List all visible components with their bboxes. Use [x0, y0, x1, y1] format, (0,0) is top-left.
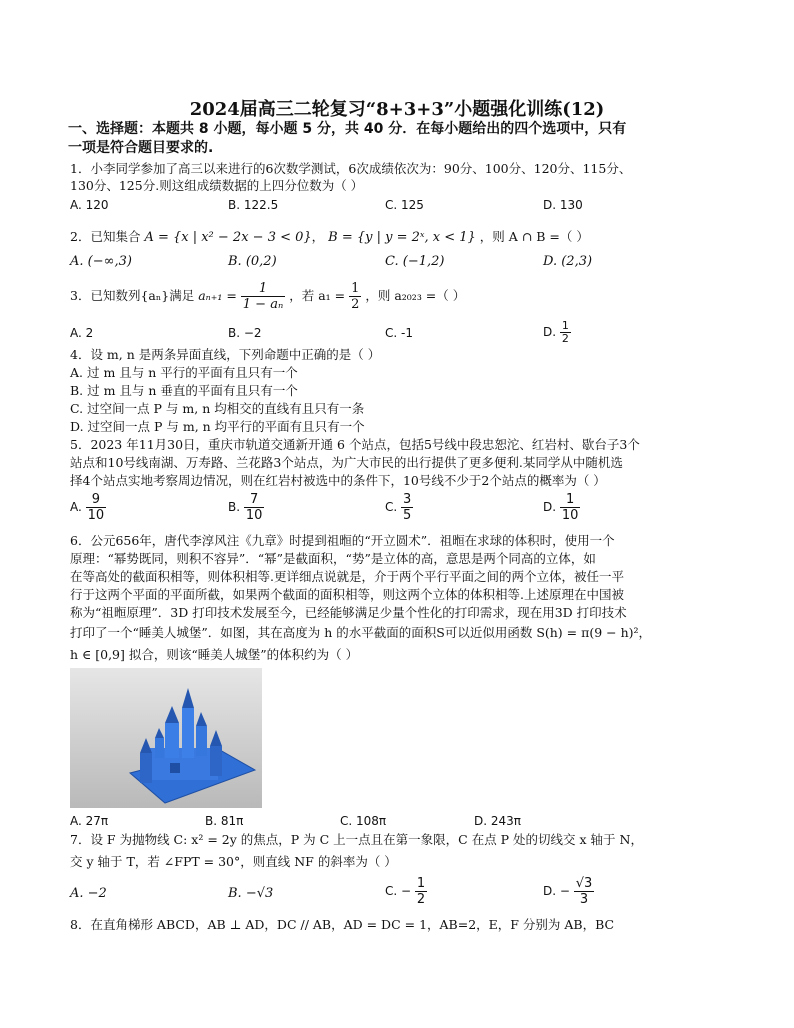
q2-prefix: 2．已知集合: [70, 229, 141, 244]
q6-stem-line7: h ∈ [0,9] 拟合，则该“睡美人城堡”的体积约为（ ）: [70, 647, 359, 662]
q2-stem: 2．已知集合 A = {x | x² − 2x − 3 < 0}， B = {y | y = 2ˣ, x < 1} ，则 A ∩ B =（ ）: [70, 229, 589, 245]
q3-suffix: ，则 a₂₀₂₃ =（ ）: [365, 288, 466, 303]
q2-set-b: B = {y | y = 2ˣ, x < 1}: [328, 230, 476, 245]
castle-3d-print-image: [70, 668, 262, 808]
q1-stem-line2: 130分、125分.则这组成绩数据的上四分位数为（ ）: [70, 178, 364, 193]
q4-option-a: A. 过 m 且与 n 平行的平面有且只有一个: [70, 365, 298, 380]
q5-option-a: A. $\frac{9}{10}$: [70, 492, 105, 523]
q6-stem-line5: 称为“祖暅原理”．3D 打印技术发展至今，已经能够满足少量个性化的打印需求，现在用3D 打印技术: [70, 605, 627, 620]
page-title: 2024届高三二轮复习“8+3+3”小题强化训练(12): [189, 99, 605, 120]
q7-option-a: A. −2: [70, 886, 107, 901]
q4-option-c: C. 过空间一点 P 与 m, n 均相交的直线有且只有一条: [70, 401, 365, 416]
q3-prefix: 3．已知数列{aₙ}满足: [70, 288, 195, 303]
q3-option-b: B. −2: [228, 326, 262, 340]
q5-stem-line2: 站点和10号线南湖、万寿路、兰花路3个站点，为广大市民的出行提供了更多便利.某同学从中随机选: [70, 455, 623, 470]
section-heading-line1: 一、选择题：本题共 8 小题，每小题 5 分，共 40 分．在每小题给出的四个选项中，只有: [68, 121, 627, 137]
q1-option-d: D. 130: [543, 198, 583, 212]
q3-mid: ，若 a₁ =: [289, 288, 346, 303]
q1-option-b: B. 122.5: [228, 198, 279, 212]
q7-stem-line2: 交 y 轴于 T，若 ∠FPT = 30°，则直线 NF 的斜率为（ ）: [70, 854, 397, 869]
q3-recurrence-left: aₙ₊₁ =: [198, 288, 237, 303]
q6-stem-line2: 原理：“幂势既同，则积不容异”．“幂”是截面积，“势”是立体的高，意思是两个同高的立体，如: [70, 551, 596, 566]
q4-option-d: D. 过空间一点 P 与 m, n 均平行的平面有且只有一个: [70, 419, 365, 434]
q5-option-c: C. $\frac{3}{5}$: [385, 492, 412, 523]
q3-recurrence-fraction: $\frac{1}{\text{1 − aₙ}}$: [242, 281, 284, 312]
q5-stem-line1: 5．2023 年11月30日，重庆市轨道交通新开通 6 个站点，包括5号线中段忠恕沱、红岩村、歇台子3个: [70, 437, 640, 452]
q2-set-a: A = {x | x² − 2x − 3 < 0}: [144, 230, 312, 245]
q7-option-b: B. −√3: [228, 886, 274, 901]
q1-option-a: A. 120: [70, 198, 109, 212]
q1-option-c: C. 125: [385, 198, 424, 212]
q2-option-c: C. (−1,2): [385, 254, 445, 269]
q1-stem-line1: 1．小李同学参加了高三以来进行的6次数学测试，6次成绩依次为：90分、100分、120分、115分、: [70, 161, 632, 176]
q6-option-d: D. 243π: [474, 814, 521, 828]
q7-stem-line1: 7．设 F 为抛物线 C: x² = 2y 的焦点，P 为 C 上一点且在第一象限，C 在点 P 处的切线交 x 轴于 N，: [70, 832, 643, 847]
q7-option-c: C. − $\frac{1}{2}$: [385, 876, 426, 907]
q2-option-b: B. (0,2): [228, 254, 277, 269]
q8-stem-line1: 8．在直角梯形 ABCD，AB ⊥ AD，DC // AB，AD = DC = 1，AB=2，E，F 分别为 AB，BC: [70, 917, 615, 932]
q2-option-d: D. (2,3): [543, 254, 593, 269]
q6-option-a: A. 27π: [70, 814, 109, 828]
q3-option-c: C. -1: [385, 326, 413, 340]
q6-option-b: B. 81π: [205, 814, 244, 828]
q6-option-c: C. 108π: [340, 814, 387, 828]
q2-suffix: ，则 A ∩ B =（ ）: [479, 229, 589, 244]
q6-stem-line3: 在等高处的截面积相等，则体积相等.更详细点说就是，介于两个平行平面之间的两个立体，被任一平: [70, 569, 624, 584]
q7-option-d: D. − $\frac{√3}{3}$: [543, 876, 593, 907]
q4-option-b: B. 过 m 且与 n 垂直的平面有且只有一个: [70, 383, 298, 398]
q5-stem-line3: 择4个站点实地考察周边情况，则在红岩村被选中的条件下，10号线不少于2个站点的概率为（ ）: [70, 473, 606, 488]
q5-option-d: D. $\frac{1}{10}$: [543, 492, 579, 523]
q2-option-a: A. (−∞,3): [70, 254, 132, 269]
q3-option-d: D. $\frac{1}{2}$: [543, 319, 569, 345]
q3-option-a: A. 2: [70, 326, 94, 340]
q6-stem-line1: 6．公元656年，唐代李淳风注《九章》时提到祖暅的“开立圆术”．祖暅在求球的体积时，使用一个: [70, 533, 615, 548]
q4-stem: 4．设 m, n 是两条异面直线，下列命题中正确的是（ ）: [70, 347, 381, 362]
q6-stem-line4: 行于这两个平面的平面所截，如果两个截面的面积相等，则这两个立体的体积相等.上述原理在中国被: [70, 587, 624, 602]
q5-option-b: B. $\frac{7}{10}$: [228, 492, 263, 523]
section-heading-line2: 一项是符合题目要求的.: [68, 140, 214, 156]
q3-stem: [70, 280, 465, 312]
q6-stem-line6: 打印了一个“睡美人城堡”．如图，其在高度为 h 的水平截面的面积S可以近似用函数 S(h) = π(9 − h)²，: [70, 625, 652, 640]
q3-a1-fraction: $\frac{1}{2}$: [351, 281, 360, 312]
